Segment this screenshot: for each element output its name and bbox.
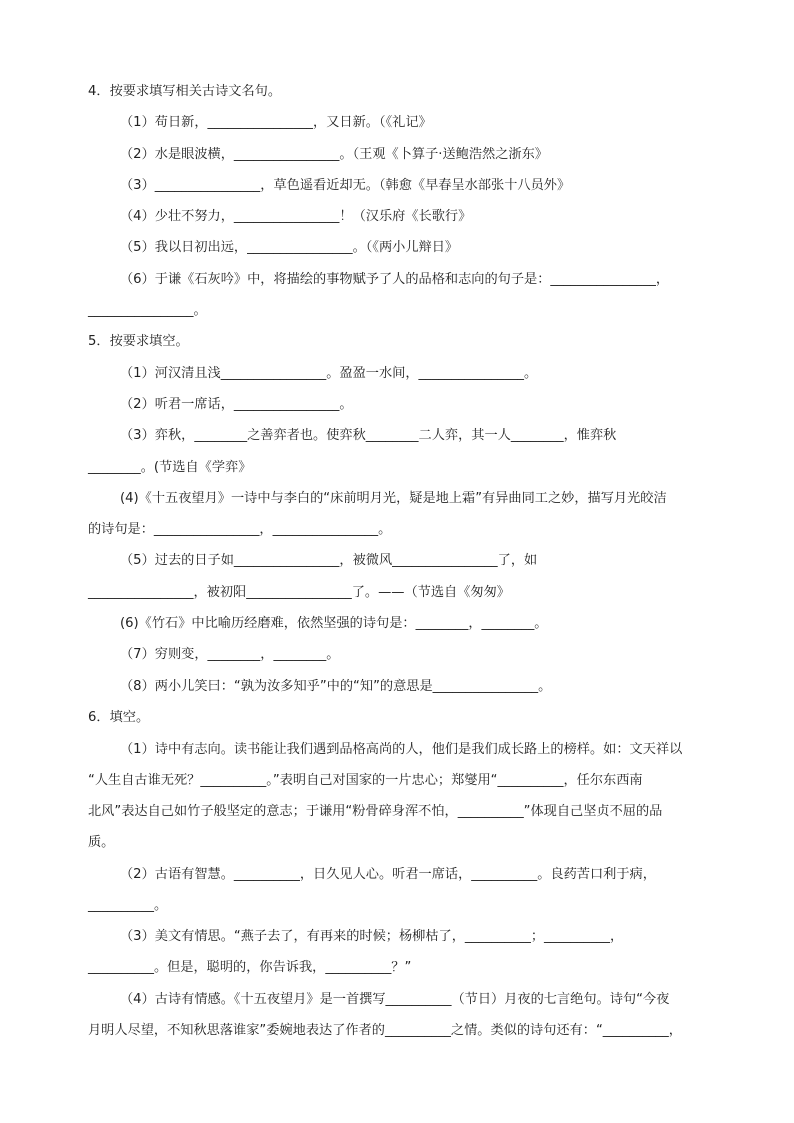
q4-item-1: （1）苟日新，________________，又日新。（《礼记》 <box>120 115 432 130</box>
q6-item-3-cont: __________。但是，聪明的，你告诉我，__________？” <box>88 960 412 975</box>
q5-item-1: （1）河汉清且浅________________。盈盈一水间，________________。 <box>120 366 538 381</box>
q4-item-6: （6）于谦《石灰吟》中，将描绘的事物赋予了人的品格和志向的句子是：________________， <box>120 272 670 287</box>
q5-item-2: （2）听君一席话，________________。 <box>120 397 353 412</box>
q4-item-5: （5）我以日初出远，________________。（《两小儿辩日》 <box>120 240 459 255</box>
q4-item-3: （3）________________，草色遥看近却无。（韩愈《早春呈水部张十八员外》 <box>120 178 571 193</box>
q4-item-6-cont: ________________。 <box>88 303 207 318</box>
q6-item-3: （3）美文有情思。“燕子去了，有再来的时候；杨柳枯了，__________；__________， <box>120 929 624 944</box>
question-4-heading: 4．按要求填写相关古诗文名句。 <box>88 84 282 99</box>
q5-item-3-cont: ________。(节选自《学弈》 <box>88 460 252 475</box>
q6-item-1-cont-c: 质。 <box>88 835 115 850</box>
q5-item-3: （3）弈秋，________之善弈者也。使弈秋________二人弈，其一人________，惟弈秋 <box>120 428 617 443</box>
q5-item-5: （5）过去的日子如________________，被微风________________了，如 <box>120 553 538 568</box>
question-5-heading: 5．按要求填空。 <box>88 334 189 349</box>
q4-item-4: （4）少壮不努力，________________！（汉乐府《长歌行》 <box>120 209 472 224</box>
q5-item-7: （7）穷则变，________，________。 <box>120 647 340 662</box>
q6-item-2-cont: __________。 <box>88 898 168 913</box>
q5-item-6: (6)《竹石》中比喻历经磨难，依然坚强的诗句是：________，________。 <box>120 616 548 631</box>
q6-item-4: （4）古诗有情感。《十五夜望月》是一首撰写__________（节日）月夜的七言绝句。诗句“今夜 <box>120 992 670 1007</box>
question-6-heading: 6．填空。 <box>88 710 150 725</box>
q6-item-1-cont-a: “人生自古谁无死？__________。”表明自己对国家的一片忠心；郑燮用“__________，任尔东西南 <box>88 773 643 788</box>
q5-item-4-cont: 的诗句是：________________，________________。 <box>88 522 392 537</box>
q6-item-1: （1）诗中有志向。读书能让我们遇到品格高尚的人，他们是我们成长路上的榜样。如：文天祥以 <box>120 742 683 757</box>
q4-item-2: （2）水是眼波横，________________。（王观《卜算子·送鲍浩然之浙东》 <box>120 147 548 162</box>
q5-item-8: （8）两小儿笑曰：“孰为汝多知乎”中的“知”的意思是________________。 <box>120 679 552 694</box>
q6-item-4-cont: 月明人尽望，不知秋思落谁家”委婉地表达了作者的__________之情。类似的诗句还有：“__________， <box>88 1023 682 1038</box>
q5-item-5-cont: ________________，被初阳________________了。——（节选自《匆匆》 <box>88 585 510 600</box>
q6-item-1-cont-b: 北风”表达自己如竹子般坚定的意志；于谦用“粉骨碎身浑不怕，__________”体现自己坚贞不屈的品 <box>88 804 663 819</box>
q5-item-4: (4)《十五夜望月》一诗中与李白的“床前明月光，疑是地上霜”有异曲同工之妙，描写月光皎洁 <box>120 491 667 506</box>
q6-item-2: （2）古语有智慧。__________，日久见人心。听君一席话，__________。良药苦口利于病， <box>120 867 656 882</box>
